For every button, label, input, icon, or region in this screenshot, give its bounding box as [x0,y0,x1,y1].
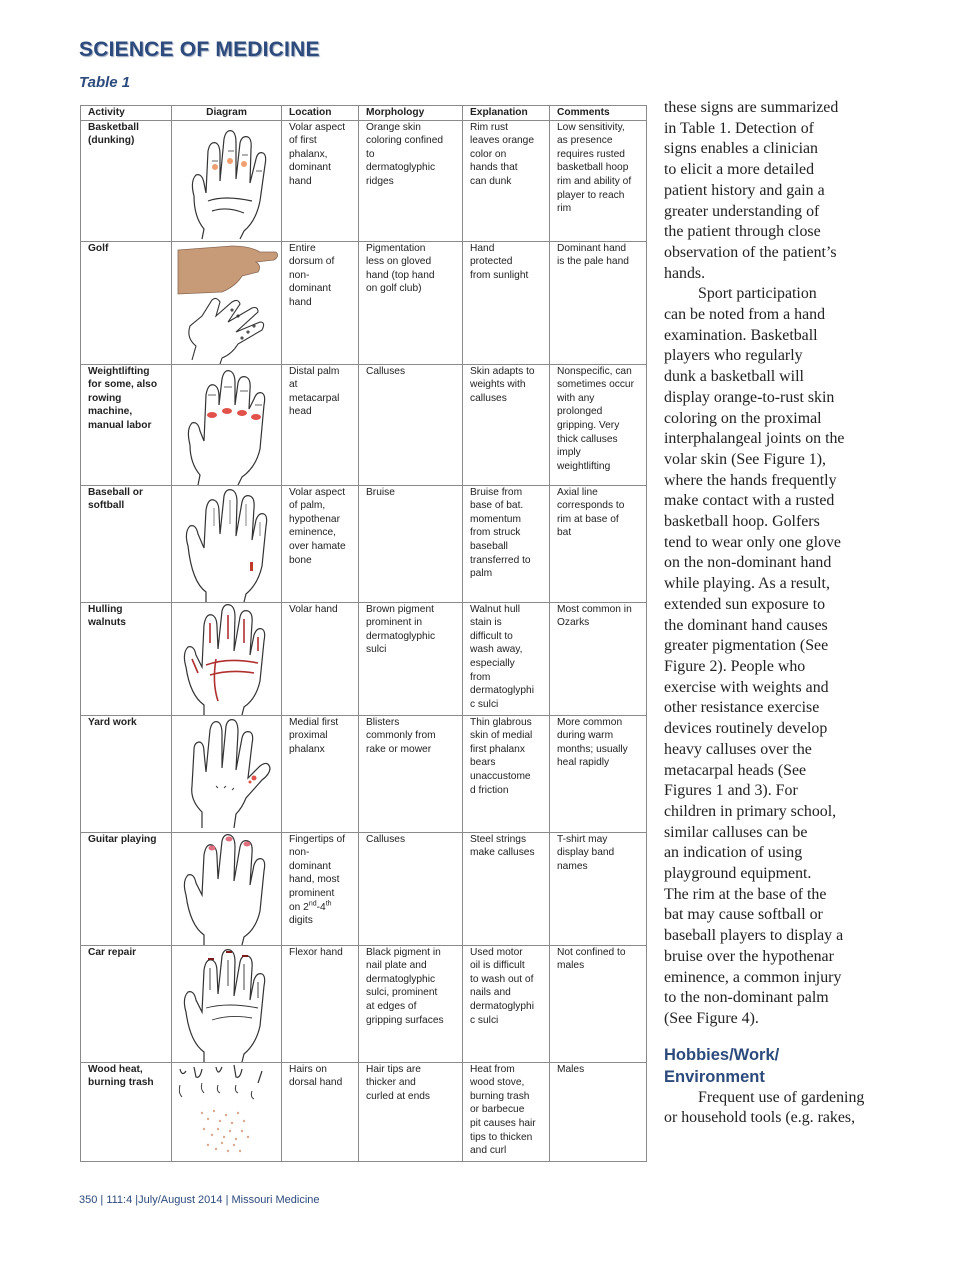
hand-blister-thumb-icon [172,716,282,832]
comments-cell: Most common in Ozarks [550,602,647,715]
diagram-cell [172,120,282,241]
comments-cell: Low sensitivity, as presence requires rusted basketball hoop rim and ability of player to reach rim [550,120,647,241]
section-title: SCIENCE OF MEDICINE [79,38,320,61]
diagram-cell [172,364,282,485]
col-header-activity: Activity [81,106,172,121]
table-row [81,602,647,715]
hand-fingertip-calluses-icon [172,833,282,945]
morphology-cell: Hair tips are thicker and curled at ends [359,1062,463,1161]
table-row [81,485,647,602]
activity-cell: Car repair [81,945,172,1062]
col-header-morphology: Morphology [359,106,463,121]
comments-cell: T-shirt may display band names [550,832,647,945]
table-caption: Table 1 [79,74,131,91]
explanation-cell: Thin glabrous skin of medial first phalanx bears unaccustome d friction [463,715,550,832]
comments-cell: Not confined to males [550,945,647,1062]
activity-cell: Basketball (dunking) [81,120,172,241]
col-header-explanation: Explanation [463,106,550,121]
explanation-cell: Skin adapts to weights with calluses [463,364,550,485]
diagram-cell [172,715,282,832]
morphology-cell: Calluses [359,832,463,945]
diagram-cell [172,241,282,364]
comments-cell: Nonspecific, can sometimes occur with any prolonged gripping. Very thick calluses imply weightlifting [550,364,647,485]
diagram-cell [172,945,282,1062]
location-cell: Entire dorsum of non- dominant hand [282,241,359,364]
morphology-cell: Black pigment in nail plate and dermatoglyphic sulci, prominent at edges of gripping surfaces [359,945,463,1062]
morphology-cell: Blisters commonly from rake or mower [359,715,463,832]
activity-cell: Weightlifting for some, also rowing machine, manual labor [81,364,172,485]
diagram-cell [172,485,282,602]
explanation-cell: Rim rust leaves orange color on hands that can dunk [463,120,550,241]
morphology-cell: Bruise [359,485,463,602]
diagram-cell [172,602,282,715]
activity-cell: Baseball or softball [81,485,172,602]
body-paragraph: these signs are summarized in Table 1. Detection of signs enables a clinician to elicit a more detailed patient history and gain a greater understanding of the patient through close observation of the patient’s hands. [664,99,839,282]
hand-palm-hypothenar-bruise-icon [172,486,282,602]
body-paragraph: Sport participation can be noted from a hand examination. Basketball players who regularly dunk a basketball will display orange-to-rust skin coloring on the proximal interphalangeal joints on the volar skin (See Figure 1), where the hands frequently make contact with a rusted basketball hoop. Golfers tend to wear only one glove on the non-dominant hand while playing. As a result, extended sun exposure to the dominant hand causes greater pigmentation (See Figure 2). People who exercise with weights and other resistance exercise devices routinely develop heavy calluses over the metacarpal heads (See Figures 1 and 3). For children in primary school, similar calluses can be an indication of using playground equipment. The rim at the base of the bat may cause softball or baseball players to display a bruise over the hypothenar eminence, a common injury to the non-dominant palm (See Figure 4). [664,285,845,1027]
table-row [81,832,647,945]
morphology-cell: Orange skin coloring confined to dermatoglyphic ridges [359,120,463,241]
location-cell: Volar hand [282,602,359,715]
explanation-cell: Steel strings make calluses [463,832,550,945]
diagram-cell [172,832,282,945]
explanation-cell: Walnut hull stain is difficult to wash away, especially from dermatoglyphi c sulci [463,602,550,715]
hand-palm-fingers-orange-icon [172,121,282,241]
table-row [81,364,647,485]
explanation-cell: Used motor oil is difficult to wash out of nails and dermatoglyphi c sulci [463,945,550,1062]
subheading: Hobbies/Work/ Environment [664,1045,780,1086]
activity-cell: Golf [81,241,172,364]
comments-cell: Dominant hand is the pale hand [550,241,647,364]
col-header-location: Location [282,106,359,121]
location-cell: Distal palm at metacarpal head [282,364,359,485]
comments-cell: Males [550,1062,647,1161]
activity-cell: Hulling walnuts [81,602,172,715]
explanation-cell: Bruise from base of bat. momentum from struck baseball transferred to palm [463,485,550,602]
tanned-hand-and-gloved-hand-icon [172,242,282,364]
activity-cell: Yard work [81,715,172,832]
table-row [81,120,647,241]
morphology-cell: Brown pigment prominent in dermatoglyphic sulci [359,602,463,715]
location-cell: Fingertips of non- dominant hand, most prominent on 2nd-4th digits [282,832,359,945]
explanation-cell: Hand protected from sunlight [463,241,550,364]
morphology-cell: Pigmentation less on gloved hand (top hand on golf club) [359,241,463,364]
activity-cell: Guitar playing [81,832,172,945]
col-header-comments: Comments [550,106,647,121]
table-row [81,241,647,364]
comments-cell: More common during warm months; usually heal rapidly [550,715,647,832]
body-paragraph: Frequent use of gardening or household tools (e.g. rakes, [664,1088,865,1127]
page-footer: 350 | 111:4 |July/August 2014 | Missouri Medicine [79,1194,320,1206]
col-header-diagram: Diagram [172,106,282,121]
table-row [81,1062,647,1161]
hand-palm-grease-lines-icon [172,946,282,1062]
diagram-cell [172,1062,282,1161]
hand-palm-creases-stained-icon [172,603,282,715]
table-row [81,715,647,832]
hand-dorsum-curled-hairs-icon [172,1063,282,1161]
signs-table [80,105,647,1162]
location-cell: Volar aspect of first phalanx, dominant hand [282,120,359,241]
location-cell: Volar aspect of palm, hypothenar eminence, over hamate bone [282,485,359,602]
body-text-column [664,98,874,1129]
location-cell: Flexor hand [282,945,359,1062]
location-cell: Medial first proximal phalanx [282,715,359,832]
explanation-cell: Heat from wood stove, burning trash or barbecue pit causes hair tips to thicken and curl [463,1062,550,1161]
table-row [81,945,647,1062]
hand-palm-calluses-red-icon [172,365,282,485]
table-header-row [81,106,647,121]
location-cell: Hairs on dorsal hand [282,1062,359,1161]
morphology-cell: Calluses [359,364,463,485]
activity-cell: Wood heat, burning trash [81,1062,172,1161]
comments-cell: Axial line corresponds to rim at base of bat [550,485,647,602]
